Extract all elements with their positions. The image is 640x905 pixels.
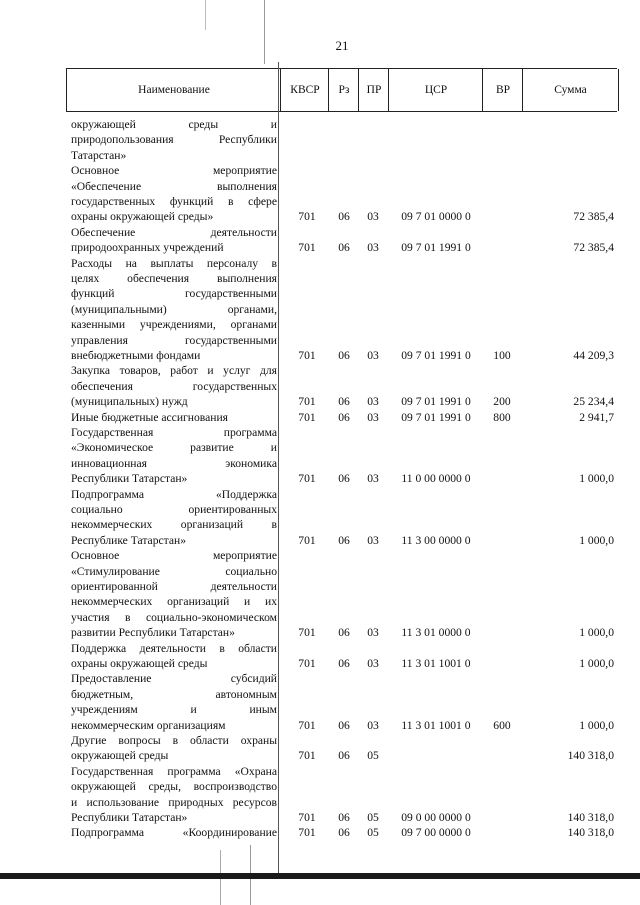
row-name-line: казенными учреждениями, органами [71,318,277,332]
row-name [71,410,277,425]
row-csr: 09 7 01 1991 0 [401,241,471,255]
row-name [71,256,277,364]
row-csr: 11 0 00 0000 0 [401,472,471,486]
row-name-line: Поддержка деятельности в области [71,641,277,655]
row-kvsr: 701 [298,533,316,547]
row-vr: 200 [493,395,511,409]
row-csr: 09 7 01 1991 0 [401,349,471,362]
row-name-line: некоммерческих организаций и их [71,595,277,609]
row-name-line: и использование природных ресурсов [71,795,277,809]
row-name-line: окружающей среды, воспроизводство [71,780,277,794]
row-pr: 03 [367,395,379,409]
row-name-line: «Экономическое развитие и [71,441,277,455]
row-csr: 11 3 01 0000 0 [401,626,471,640]
row-sum: 72 385,4 [573,210,614,224]
row-sum: 1 000,0 [579,472,614,486]
row-sum: 72 385,4 [573,241,614,255]
row-rz: 06 [338,410,350,424]
row-name [71,764,277,826]
row-rz: 06 [338,749,350,763]
row-name-line: Подпрограмма «Поддержка [71,487,277,501]
row-pr: 05 [367,811,379,824]
row-kvsr: 701 [298,811,316,824]
row-pr: 05 [367,749,379,763]
row-rz: 06 [338,718,350,732]
row-csr: 11 3 00 0000 0 [401,533,471,547]
row-name-line: бюджетным, автономным [71,687,277,701]
row-vr: 800 [493,410,511,424]
scan-line-top-2 [205,0,206,30]
row-name-line: Обеспечение деятельности [71,225,277,239]
header-csr: ЦСР [388,69,483,111]
row-name-line: Другие вопросы в области охраны [71,734,277,747]
row-name-line: Иные бюджетные ассигнования [71,410,228,424]
row-name-line: Закупка товаров, работ и услуг для [71,364,277,378]
row-name-line: целях обеспечения выполнения [71,271,277,285]
row-name-line: социально ориентированных [71,502,277,516]
header-name: Наименование [66,69,281,111]
row-rz: 06 [338,395,350,409]
row-rz: 06 [338,241,350,255]
row-name [71,548,277,640]
row-name-line: природопользования Республики [71,133,277,147]
row-sum: 140 318,0 [567,811,614,824]
row-name [71,225,277,256]
row-rz: 06 [338,657,350,670]
row-name-line: инновационная экономика [71,456,277,470]
row-name-line: Основное мероприятие [71,164,277,178]
row-csr: 09 7 01 1991 0 [401,395,471,409]
page-number: 21 [335,38,349,53]
row-name-line: учреждениям и иным [71,703,277,717]
row-name-line: Подпрограмма «Координирование [71,826,277,840]
row-name [71,487,277,549]
row-kvsr: 701 [298,749,316,763]
row-csr: 11 3 01 1001 0 [401,718,471,732]
row-name [71,825,277,840]
row-name-line: Основное мероприятие [71,549,277,563]
row-kvsr: 701 [298,826,316,840]
row-sum: 1 000,0 [579,718,614,732]
header-vr: ВР [482,69,523,111]
header-pr: ПР [358,69,389,111]
row-sum: 140 318,0 [567,826,614,840]
row-name [71,163,277,225]
row-name-line: (муниципальными) органами, [71,302,277,316]
row-name [71,363,277,409]
row-sum: 25 234,4 [573,395,614,409]
row-vr: 600 [493,718,511,732]
row-csr: 09 7 00 0000 0 [401,826,471,840]
row-kvsr: 701 [298,626,316,640]
row-pr: 03 [367,410,379,424]
row-sum: 140 318,0 [567,749,614,763]
row-name-line: обеспечения государственных [71,379,277,393]
row-kvsr: 701 [298,410,316,424]
row-name-line: некоммерческих организаций в [71,518,277,532]
row-rz: 06 [338,533,350,547]
row-pr: 03 [367,349,379,362]
row-name-line: природоохранных учреждений [71,241,224,255]
scan-line-left [264,0,265,64]
header-sum: Сумма [522,69,619,111]
row-name-line: (муниципальных) нужд [71,395,188,409]
row-rz: 06 [338,811,350,824]
row-csr: 11 3 01 1001 0 [401,657,471,670]
row-name-line: участия в социально-экономическом [71,610,277,624]
row-kvsr: 701 [298,657,316,670]
row-kvsr: 701 [298,472,316,486]
row-kvsr: 701 [298,349,316,362]
row-name [71,425,277,487]
row-csr: 09 0 00 0000 0 [401,811,471,824]
row-pr: 03 [367,533,379,547]
row-kvsr: 701 [298,395,316,409]
row-rz: 06 [338,826,350,840]
row-kvsr: 701 [298,210,316,224]
header-kvsr: КВСР [280,69,329,111]
row-vr: 100 [493,349,511,362]
row-rz: 06 [338,210,350,224]
row-pr: 03 [367,657,379,670]
row-rz: 06 [338,626,350,640]
row-kvsr: 701 [298,718,316,732]
row-name-line: управления государственными [71,333,277,347]
row-name-line: ориентированной деятельности [71,579,277,593]
row-name-line: «Обеспечение выполнения [71,179,277,193]
row-name-line: Предоставление субсидий [71,672,277,686]
row-sum: 2 941,7 [579,410,614,424]
row-pr: 03 [367,472,379,486]
row-name-line: охраны окружающей среды [71,656,208,670]
row-pr: 03 [367,626,379,640]
row-sum: 44 209,3 [573,349,614,362]
row-name-line: «Стимулирование социально [71,564,277,578]
row-name [71,671,277,733]
row-name-line: развитии Республики Татарстан» [71,626,235,640]
row-sum: 1 000,0 [579,626,614,640]
row-name-line: Республики Татарстан» [71,472,188,486]
row-pr: 03 [367,210,379,224]
header-rz: Рз [328,69,359,111]
row-name [71,733,277,764]
row-name-line: охраны окружающей среды» [71,210,214,224]
row-sum: 1 000,0 [579,657,614,670]
row-name-line: Расходы на выплаты персоналу в [71,256,277,270]
row-name-line: некоммерческим организациям [71,718,226,732]
row-name [71,641,277,672]
row-rz: 06 [338,349,350,362]
scan-line-right [278,62,279,873]
row-pr: 03 [367,241,379,255]
row-name-line: государственных функций в сфере [71,194,277,208]
row-name-line: внебюджетными фондами [71,348,201,362]
scan-bottom-edge [0,873,640,879]
row-name [71,117,277,163]
row-name-line: Республике Татарстан» [71,533,187,547]
row-name-line: Государственная программа [71,426,277,439]
table-header [66,68,617,112]
row-rz: 06 [338,472,350,486]
row-name-line: Татарстан» [71,148,127,162]
row-pr: 03 [367,718,379,732]
row-pr: 05 [367,826,379,840]
row-kvsr: 701 [298,241,316,255]
row-name-line: окружающей среды и [71,118,277,131]
row-csr: 09 7 01 1991 0 [401,410,471,424]
row-name-line: функций государственными [71,287,277,301]
row-csr: 09 7 01 0000 0 [401,210,471,224]
row-name-line: окружающей среды [71,749,169,763]
row-name-line: Государственная программа «Охрана [71,764,277,778]
row-name-line: Республики Татарстан» [71,810,188,824]
row-sum: 1 000,0 [579,533,614,547]
